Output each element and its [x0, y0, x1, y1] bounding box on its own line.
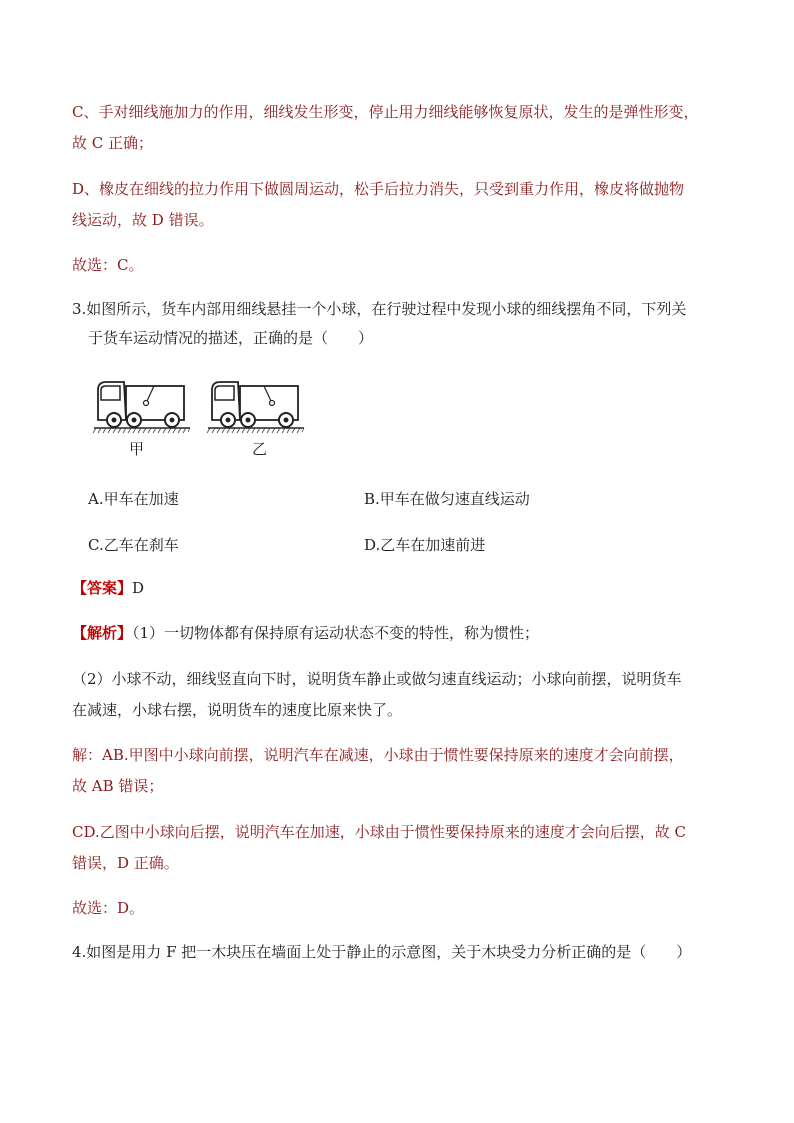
- analysis-point1: （1）一切物体都有保持原有运动状态不变的特性，称为惯性；: [132, 624, 540, 642]
- analysis-point2-line1: （2）小球不动，细线竖直向下时，说明货车静止或做匀速直线运动；小球向前摆，说明货车: [72, 670, 682, 688]
- answer-tag: 【答案】: [72, 579, 133, 597]
- analysis-point2-line2: 在减速，小球右摆，说明货车的速度比原来快了。: [72, 701, 403, 719]
- explanation-c-line1: C、手对细线施加力的作用，细线发生形变，停止用力细线能够恢复原状，发生的是弹性形变，: [72, 103, 699, 121]
- explanation-c-line2: 故 C 正确；: [72, 134, 154, 152]
- answer-line: [72, 573, 732, 604]
- solution-cd-line1: CD.乙图中小球向后摆，说明汽车在加速，小球由于惯性要保持原来的速度才会向后摆，故 C: [72, 823, 686, 841]
- figure-label-yi: 乙: [252, 440, 268, 458]
- question3-choice: 故选：D。: [72, 899, 145, 917]
- explanation-d-line1: D、橡皮在细线的拉力作用下做圆周运动，松手后拉力消失，只受到重力作用，橡皮将做抛物: [72, 180, 685, 198]
- question3-line1: 3.如图所示，货车内部用细线悬挂一个小球，在行驶过程中发现小球的细线摆角不同，下列关: [72, 300, 687, 318]
- truck-jia-figure: [92, 372, 192, 437]
- explanation-d-line2: 线运动，故 D 错误。: [72, 211, 214, 229]
- analysis-line1: [72, 618, 732, 649]
- answer-value: D: [132, 579, 145, 597]
- option-a: A.甲车在加速: [88, 490, 179, 508]
- option-b: B.甲车在做匀速直线运动: [364, 490, 530, 508]
- solution-ab-line2: 故 AB 错误；: [72, 777, 164, 795]
- figure-label-jia: 甲: [129, 440, 145, 458]
- analysis-tag: 【解析】: [72, 624, 133, 642]
- question4-line1: 4.如图是用力 F 把一木块压在墙面上处于静止的示意图，关于木块受力分析正确的是（ ）: [72, 943, 692, 961]
- option-d: D.乙车在加速前进: [364, 536, 486, 554]
- question3-line2: 于货车运动情况的描述，正确的是（ ）: [88, 329, 374, 347]
- truck-yi-figure: [206, 372, 306, 437]
- previous-choice: 故选：C。: [72, 256, 144, 274]
- option-c: C.乙车在刹车: [88, 536, 179, 554]
- solution-cd-line2: 错误，D 正确。: [72, 854, 179, 872]
- solution-ab-line1: 解：AB.甲图中小球向前摆，说明汽车在减速，小球由于惯性要保持原来的速度才会向前摆，: [72, 746, 684, 764]
